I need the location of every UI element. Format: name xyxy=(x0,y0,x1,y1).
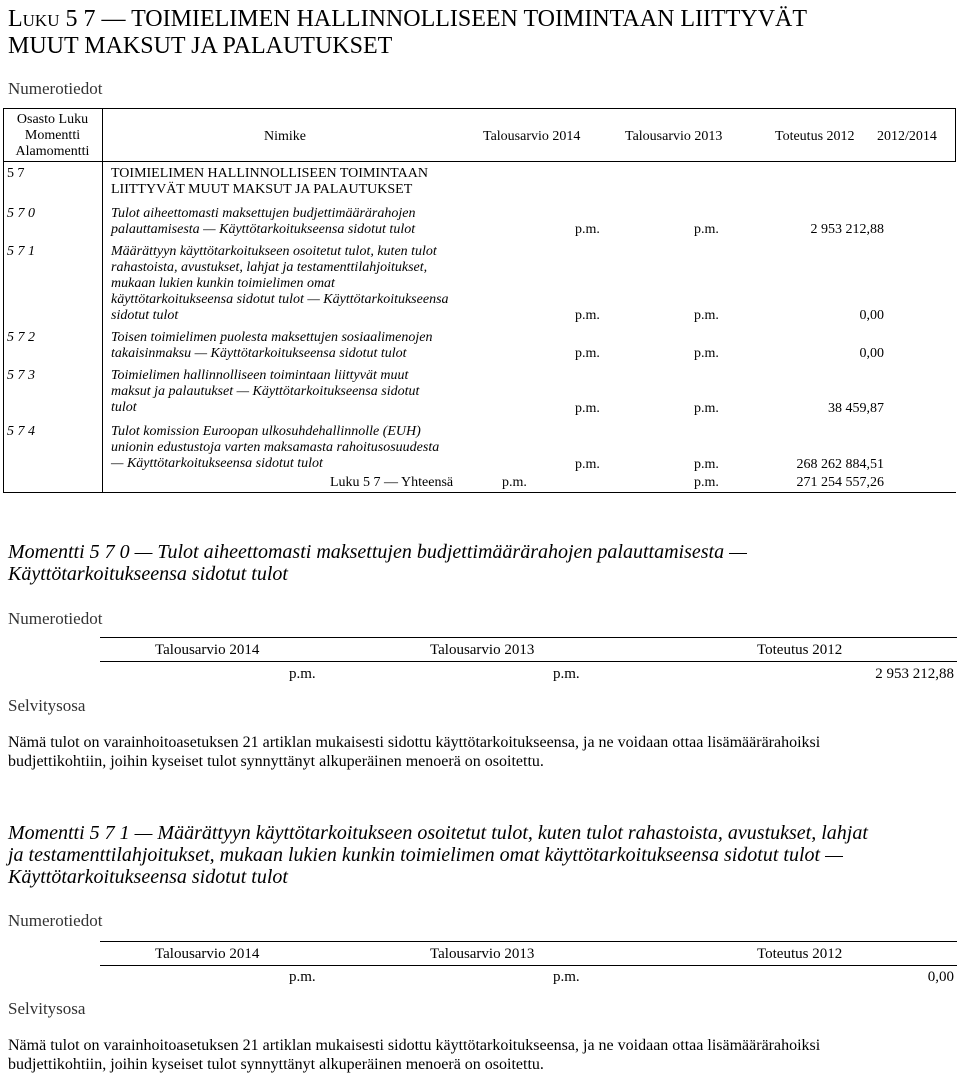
chapter-heading-line2: MUUT MAKSUT JA PALAUTUKSET xyxy=(8,33,393,59)
row-title: Määrättyyn käyttötarkoitukseen osoitetut tulot, kuten tulot rahastoista, avustukset, lahjat ja testamenttilahjoitukset, mukaan lukien kunkin toimielimen omat käyttötarkoitukseensa sidotut tulot — Käyttötarkoitukseensa sidotut tulot xyxy=(111,244,449,323)
row-tot2012: 38 459,87 xyxy=(828,401,884,416)
total-ta2013: p.m. xyxy=(694,475,719,490)
header-ratio: 2012/2014 xyxy=(877,129,937,144)
total-label: Luku 5 7 — Yhteensä xyxy=(330,475,454,490)
value-ta2013: p.m. xyxy=(553,969,580,985)
row-ta2014: p.m. xyxy=(575,308,600,323)
row-number: 5 7 1 xyxy=(7,244,35,259)
header-ta2014: Talousarvio 2014 xyxy=(155,642,260,658)
row-ta2013: p.m. xyxy=(694,222,719,237)
row-title: Tulot aiheettomasti maksettujen budjettimäärärahojen palauttamisesta — Käyttötarkoitukseensa sidotut tulot xyxy=(111,206,416,237)
header-ta2013: Talousarvio 2013 xyxy=(430,946,535,962)
chapter-heading-prefix: Luku xyxy=(8,6,60,32)
numerotiedot-label: Numerotiedot xyxy=(8,609,103,628)
row-tot2012: 0,00 xyxy=(859,308,884,323)
header-tot2012: Toteutus 2012 xyxy=(757,642,843,658)
row-title: Toisen toimielimen puolesta maksettujen sosiaalimenojen takaisinmaksu — Käyttötarkoitukseensa sidotut tulot xyxy=(111,330,433,361)
header-ta2013: Talousarvio 2013 xyxy=(430,642,535,658)
row-number: 5 7 xyxy=(7,166,25,181)
row-title: Toimielimen hallinnolliseen toimintaan liittyvät muut maksut ja palautukset — Käyttötarkoitukseensa sidotut tulot xyxy=(111,368,420,415)
row-ta2014: p.m. xyxy=(575,222,600,237)
header-alamomentti: Alamomentti xyxy=(15,144,90,159)
row-ta2014: p.m. xyxy=(575,401,600,416)
total-ta2014: p.m. xyxy=(502,475,527,490)
row-ta2014: p.m. xyxy=(575,457,600,472)
header-osasto: Osasto Luku xyxy=(16,112,89,127)
value-ta2014: p.m. xyxy=(289,969,316,985)
row-ta2013: p.m. xyxy=(694,401,719,416)
header-ta2014: Talousarvio 2014 xyxy=(155,946,260,962)
section-heading: Momentti 5 7 1 — Määrättyyn käyttötarkoitukseen osoitetut tulot, kuten tulot rahastoista, avustukset, lahjat ja testamenttilahjoitukset, mukaan lukien kunkin toimielimen omat käyttötarkoitukseensa sidotut tulot — Käyttötarkoitukseensa sidotut tulot xyxy=(8,822,868,888)
header-ta2013: Talousarvio 2013 xyxy=(625,129,723,144)
value-ta2013: p.m. xyxy=(553,666,580,682)
header-tot2012: Toteutus 2012 xyxy=(757,946,843,962)
selvitysosa-label: Selvitysosa xyxy=(8,999,86,1018)
row-ta2013: p.m. xyxy=(694,346,719,361)
numerotiedot-label: Numerotiedot xyxy=(8,79,103,98)
header-nimike: Nimike xyxy=(264,129,306,144)
row-number: 5 7 3 xyxy=(7,368,35,383)
row-title: TOIMIELIMEN HALLINNOLLISEEN TOIMINTAAN LIITTYVÄT MUUT MAKSUT JA PALAUTUKSET xyxy=(111,166,428,197)
row-tot2012: 0,00 xyxy=(859,346,884,361)
explanation-text: Nämä tulot on varainhoitoasetuksen 21 artiklan mukaisesti sidottu käyttötarkoitukseensa, ja ne voidaan ottaa lisämäärärahoiksi budjettikohtiin, joihin kyseiset tulot synnyttänyt alkuperäinen menoerä on osoitettu. xyxy=(8,734,821,770)
header-tot2012: Toteutus 2012 xyxy=(775,129,855,144)
value-tot2012: 2 953 212,88 xyxy=(875,666,954,682)
row-tot2012: 2 953 212,88 xyxy=(810,222,884,237)
row-ta2013: p.m. xyxy=(694,308,719,323)
row-number: 5 7 0 xyxy=(7,206,35,221)
value-ta2014: p.m. xyxy=(289,666,316,682)
section-heading: Momentti 5 7 0 — Tulot aiheettomasti maksettujen budjettimäärärahojen palauttamisesta — Käyttötarkoitukseensa sidotut tulot xyxy=(8,541,747,585)
selvitysosa-label: Selvitysosa xyxy=(8,696,86,715)
row-tot2012: 268 262 884,51 xyxy=(796,457,884,472)
header-col-numbers xyxy=(6,112,99,160)
numerotiedot-label: Numerotiedot xyxy=(8,911,103,930)
header-momentti: Momentti xyxy=(24,128,81,143)
row-ta2014: p.m. xyxy=(575,346,600,361)
header-ta2014: Talousarvio 2014 xyxy=(483,129,581,144)
explanation-text: Nämä tulot on varainhoitoasetuksen 21 artiklan mukaisesti sidottu käyttötarkoitukseensa, ja ne voidaan ottaa lisämäärärahoiksi budjettikohtiin, joihin kyseiset tulot synnyttänyt alkuperäinen menoerä on osoitettu. xyxy=(8,1037,821,1073)
total-tot2012: 271 254 557,26 xyxy=(796,475,884,490)
row-number: 5 7 4 xyxy=(7,424,35,439)
row-number: 5 7 2 xyxy=(7,330,35,345)
row-title: Tulot komission Euroopan ulkosuhdehallinnolle (EUH) unionin edustustoja varten maksamasta rahoitusosuudesta — Käyttötarkoitukseensa sidotut tulot xyxy=(111,424,440,471)
chapter-heading-text: 5 7 — TOIMIELIMEN HALLINNOLLISEEN TOIMINTAAN LIITTYVÄT xyxy=(65,6,808,32)
value-tot2012: 0,00 xyxy=(927,969,954,985)
row-ta2013: p.m. xyxy=(694,457,719,472)
chapter-heading xyxy=(8,6,953,60)
